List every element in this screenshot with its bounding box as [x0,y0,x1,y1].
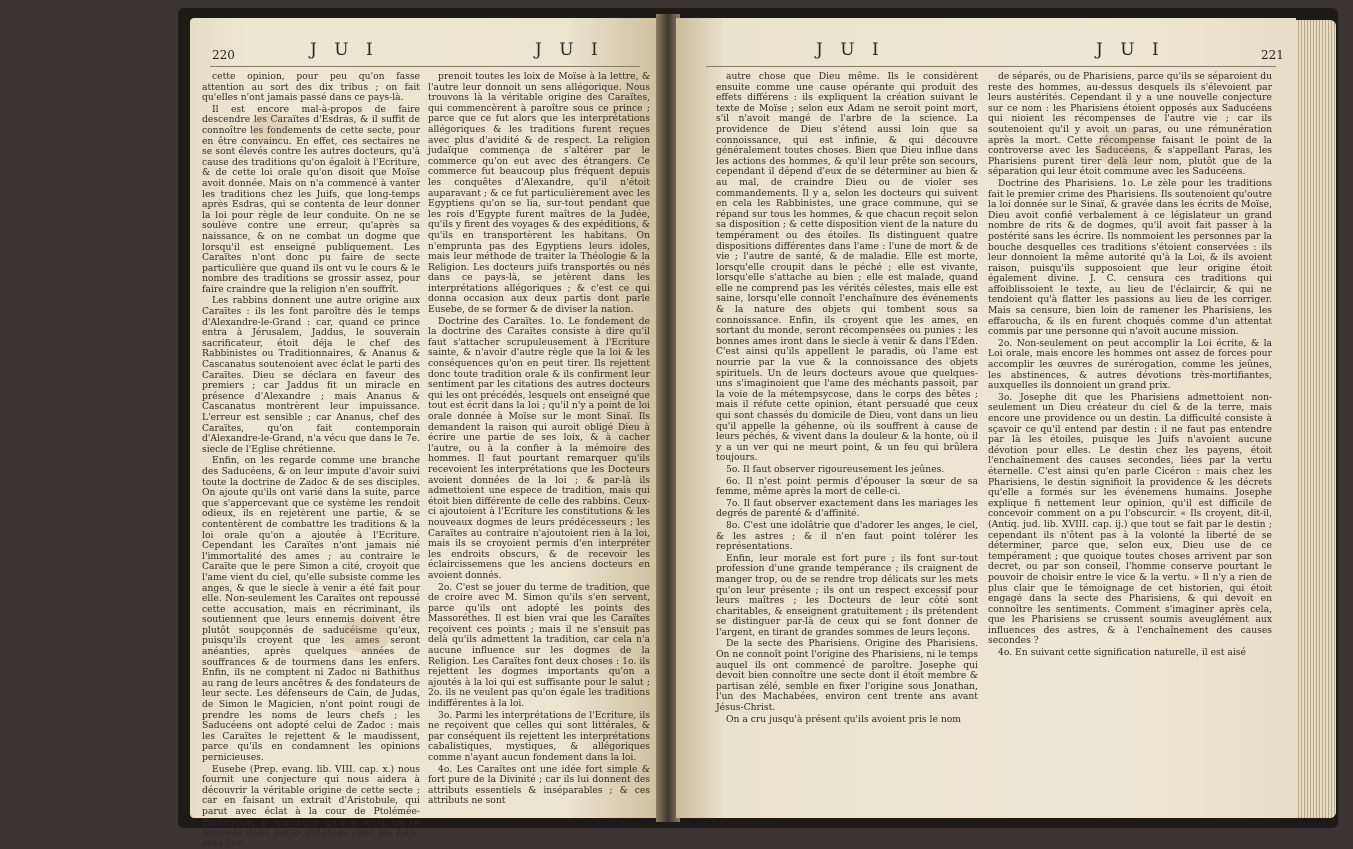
stain [250,113,290,143]
header-rule-left [210,66,640,67]
page-edges [1296,20,1336,818]
paragraph: prenoit toutes les loix de Moïse à la lettre, & l'autre leur donnoit un sens allégorique. Nous trouvons là la véritable origine des Caraïtes, qui commencèrent à paroître sous ce prince ; parce que ce fut alors que les interprétations allégoriques & les traditions furent reçues avec plus d'avidité & de respect. La religion judaïque commença de s'altérer par le commerce qu'on eut avec des étrangers. Ce commerce fut beaucoup plus fréquent depuis les conquêtes d'Alexandre, qu'il n'étoit auparavant ; & ce fut particulièrement avec les Egyptiens qu'on se lia, sur-tout pendant que les rois d'Egypte furent maîtres de la Judée, qu'ils y firent des voyages & des expéditions, & qu'ils en transportèrent les habitans. On n'emprunta pas des Egyptiens leurs idoles, mais leur méthode de traiter la Théologie & la Religion. Les docteurs juifs transportés ou nés dans ce pays-là, se jetèrent dans les interprétations allégoriques ; & c'est ce qui donna occasion aux deux partis dont parle Eusebe, de se former & de diviser la nation. [428,71,650,316]
right-column-2 [988,72,1272,812]
stain [1096,128,1156,168]
paragraph: Enfin, on les regarde comme une branche des Saducéens, & on leur impute d'avoir suivi toute la doctrine de Zadoc & de ses disciples. On ajoute qu'ils ont varié dans la suite, parce que s'appercevant que ce système les rendoit odieux, ils en rejetèrent une partie, & se contentèrent de combattre les traditions & la loi orale qu'on a ajoutée à l'Ecriture. Cependant les Caraïtes n'ont jamais nié l'immortalité des ames ; au contraire le Caraïte que le pere Simon a cité, croyoit que l'ame vient du ciel, qu'elle subsiste comme les anges, & que le siecle à venir a été fait pour elle. Non-seulement les Caraïtes ont repoussé cette accusation, mais en récriminant, ils soutiennent que leurs ennemis doivent être plutôt soupçonnés de saducéisme qu'eux, puisqu'ils croyent que les ames seront anéanties, après quelques années de souffrances & de tourmens dans les enfers. Enfin, ils ne comptent ni Zadoc ni Bathithus au rang de leurs ancêtres & des fondateurs de leur secte. Les défenseurs de Cain, de Judas, de Simon le Magicien, n'ont point rougi de prendre les noms de leurs chefs ; les Saducéens ont adopté celui de Zadoc : mais les Caraïtes le rejettent & le maudissent, parce qu'ils en condamnent les opinions pernicieuses. [202,455,420,763]
right-column-1 [716,72,978,812]
paragraph: 2o. Non-seulement on peut accomplir la Loi écrite, & la Loi orale, mais encore les hommes ont assez de forces pour accomplir les œuvres de surérogation, comme les jeûnes, les abstinences, & autres dévotions très-mortifiantes, auxquelles ils donnoient un grand prix. [988,337,1272,392]
running-head-left-1: J U I [310,40,379,60]
paragraph: Il est encore mal-à-propos de faire descendre les Caraïtes d'Esdras, & il suffit de connoître les fondements de cette secte, pour en être convaincu. En effet, ces sectaires ne se sont élevés contre les autres docteurs, qu'à cause des traditions qu'on égaloit à l'Ecriture, & de cette loi orale qu'on disoit que Moïse avoit donnée. Mais on n'a commencé à vanter les traditions chez les Juifs, que long-temps après Esdras, qui se contenta de leur donner la loi pour règle de leur conduite. On ne se soulève contre une erreur, qu'après sa naissance, & on ne combat un dogme que lorsqu'il est enseigné publiquement. Les Caraïtes n'ont donc pu faire de secte particulière que quand ils ont vu le cours & le nombre des traditions se grossir assez, pour faire craindre que la religion n'en souffrît. [202,103,420,295]
paragraph: Eusebe (Prep. evang. lib. VIII. cap. x.) nous fournit une conjecture qui nous aidera à découvrir la véritable origine de cette secte ; car en faisant un extrait d'Aristobule, qui parut avec éclat à la cour de Ptolémée-Philometor, il remarque qu'il y avoit en ce temps-là deux partis différens chez les Juifs, dont l'un [202,763,420,849]
paragraph: 3o. Parmi les interprétations de l'Ecriture, ils ne reçoivent que celles qui sont littérales, & par conséquent ils rejettent les interprétations cabalistiques, mystiques, & allégoriques comme n'ayant aucun fondement dans la loi. [428,709,650,763]
paragraph: De la secte des Pharisiens. Origine des Pharisiens. On ne connoît point l'origine des Pharisiens, ni le temps auquel ils ont commencé de paroître. Josephe qui devoit bien connoître une secte dont il étoit membre & partisan zélé, semble en fixer l'origine sous Jonathan, l'un des Machabées, environ cent trente ans avant Jésus-Christ. [716,638,978,714]
stain [340,618,390,653]
paragraph: Les rabbins donnent une autre origine aux Caraïtes : ils les font paroître dès le temps d'Alexandre-le-Grand : car, quand ce prince entra à Jérusalem, Jaddus, le souverain sacrificateur, étoit déja le chef des Rabbinistes ou Traditionnaires, & Ananus & Cascanatus soutenoient avec éclat le parti des Caraïtes. Dieu se déclara en faveur des premiers ; car Jaddus fit un miracle en présence d'Alexandre ; mais Ananus & Cascanatus montrèrent leur impuissance. L'erreur est sensible ; car Ananus, chef des Caraïtes, qu'on fait contemporain d'Alexandre-le-Grand, n'a vécu que dans le 7e. siecle de l'Eglise chrétienne. [202,295,420,455]
paragraph: 5o. Il faut observer rigoureusement les jeûnes. [726,463,945,475]
paragraph: Doctrine des Pharisiens. 1o. Le zèle pour les traditions fait le premier crime des Pharisiens. Ils soutenoient qu'outre la loi donnée sur le Sinaï, & gravée dans les écrits de Moïse, Dieu avoit confié verbalement à ce législateur un grand nombre de rits & de dogmes, qu'il avoit fait passer à la postérité sans les écrire. Ils nommoient les personnes par la bouche desquelles ces traditions s'étoient conservées : ils leur donnoient la même autorité qu'à la Loi, & ils avoient raison, puisqu'ils supposoient que leur origine étoit également divine. J. C. censura ces traditions qui affoiblissoient le texte, au lieu de l'éclaircir, & qui ne tendoient qu'à flatter les passions au lieu de les corriger. Mais sa censure, bien loin de ramener les Pharisiens, les effaroucha, & ils en furent choqués comme d'un attentat commis par une personne qui n'avoit aucune mission. [988,177,1272,338]
right-page [676,18,1296,818]
paragraph: On a cru jusqu'à présent qu'ils avoient pris le nom [726,713,961,725]
page-number-right: 221 [1261,48,1284,62]
paragraph: 2o. C'est se jouer du terme de tradition, que de croire avec M. Simon qu'ils s'en servent, parce qu'ils ont adopté les points des Massoréthes. Il est bien vrai que les Caraïtes reçoivent ces points ; mais il ne s'ensuit pas delà qu'ils admettent la tradition, car cela n'a aucune influence sur les dogmes de la Religion. Les Caraïtes font deux choses : 1o. ils rejettent les dogmes importants qu'on a ajoutés à la loi qui est suffisante pour le salut ; 2o. ils ne veulent pas qu'on égale les traditions indifférentes à la loi. [428,581,650,710]
paragraph: 8o. C'est une idolâtrie que d'adorer les anges, le ciel, & les astres ; & il n'en faut point tolérer les représentations. [716,519,978,553]
paragraph: 7o. Il faut observer exactement dans les mariages les degrés de parenté & d'affinité. [716,497,978,520]
paragraph: 6o. Il n'est point permis d'épouser la sœur de sa femme, même après la mort de celle-ci. [716,475,978,498]
paragraph: cette opinion, pour peu qu'on fasse attention au sort des dix tribus ; on fait qu'elles n'ont jamais passé dans ce pays-là. [202,71,420,104]
running-head-right-2: J U I [1096,40,1165,60]
header-rule-right [706,66,1276,67]
paragraph: Enfin, leur morale est fort pure ; ils font sur-tout profession d'une grande tempérance ; ils craignent de manger trop, ou de se rendre trop délicats sur les mets qu'on leur présente ; ils ont un respect excessif pour leurs maîtres ; les Docteurs de leur côté sont charitables, & enseignent gratuitement ; ils prétendent se distinguer par-là de ceux qui se font donner de l'argent, en tirant de grandes sommes de leurs leçons. [716,552,978,638]
page-number-left: 220 [212,48,235,62]
paragraph: Doctrine des Caraïtes. 1o. Le fondement de la doctrine des Caraïtes consiste à dire qu'il faut s'attacher scrupuleusement à l'Ecriture sainte, & n'avoir d'autre règle que la loi & les conséquences qu'on en peut tirer. Ils rejettent donc toute tradition orale & ils confirment leur sentiment par les citations des autres docteurs qui les ont précédés, lesquels ont enseigné que tout est écrit dans la loi ; qu'il n'y a point de loi orale donnée à Moïse sur le mont Sinaï. Ils demandent la raison qui auroit obligé Dieu à écrire une partie de ses loix, & à cacher l'autre, ou à la confier à la mémoire des hommes. Il faut pourtant remarquer qu'ils recevoient les interprétations que les Docteurs avoient données de la loi ; & par-là ils admettoient une espece de tradition, mais qui étoit bien différente de celle des rabbins. Ceux-ci ajoutoient à l'Ecriture les constitutions & les nouveaux dogmes de leurs prédécesseurs ; les Caraïtes au contraire n'ajoutoient rien à la loi, mais ils se croyoient permis d'en interpréter les endroits obscurs, & de recevoir les éclaircissemens que les anciens docteurs en avoient donnés. [428,315,650,581]
paragraph: 4o. Les Caraïtes ont une idée fort simple & fort pure de la Divinité ; car ils lui donnent des attributs essentiels & inséparables ; & ces attributs ne sont [428,763,650,807]
left-column-2 [428,72,650,812]
paragraph: autre chose que Dieu même. Ils le considèrent ensuite comme une cause opérante qui produit des effets différens : ils expliquent la création suivant le texte de Moïse ; selon eux Adam ne seroit point mort, s'il n'avoit mangé de l'arbre de la science. La providence de Dieu s'étend aussi loin que sa connoissance, qui est infinie, & qui découvre généralement toutes choses. Bien que Dieu influe dans les actions des hommes, & qu'il leur prête son secours, cependant il dépend d'eux de se déterminer au bien & au mal, de craindre Dieu ou de violer ses commandements. Il y a, selon les docteurs qui suivent en cela les Rabbinistes, une grace commune, qui se répand sur tous les hommes, & que chacun reçoit selon sa disposition ; & cette disposition vient de la nature du tempérament ou des étoiles. Ils distinguent quatre dispositions différentes dans l'ame : l'une de mort & de vie ; l'autre de santé, & de maladie. Elle est morte, lorsqu'elle croupit dans le péché ; elle est vivante, lorsqu'elle s'attache au bien ; elle est malade, quand elle ne comprend pas les vérités célestes, mais elle est saine, lorsqu'elle connoît l'enchaînure des événements & la nature des objets qui tombent sous sa connoissance. Enfin, ils croyent que les ames, en sortant du monde, seront récompensées ou punies ; les bonnes ames iront dans le siecle à venir & dans l'Eden. C'est ainsi qu'ils appellent le paradis, où l'ame est nourrie par la vue & la connoissance des objets spirituels. Un de leurs docteurs avoue que quelques-uns s'imaginoient que l'ame des méchants passoit, par la voie de la métempsycose, dans le corps des bêtes ; mais il réfute cette opinion, étant persuadé que ceux qui sont chassés du domicile de Dieu, vont dans un lieu qu'il appelle la géhenne, où ils souffrent à cause de leurs péchés, & vivent dans la douleur & la honte, où il y a un ver qui ne meurt point, & un feu qui brûlera toujours. [716,71,978,464]
paragraph: 3o. Josephe dit que les Pharisiens admettoient non-seulement un Dieu créateur du ciel & de la terre, mais encore une providence ou un destin. La difficulté consiste à sçavoir ce qu'il entend par destin : il ne faut pas entendre par là les étoiles, puisque les Juifs n'avoient aucune dévotion pour elles. Le destin chez les payens, étoit l'enchaînement des causes secondes, liées par la vertu éternelle. C'est ainsi qu'en parle Cicéron : mais chez les Pharisiens, le destin signifioit la providence & les décrets qu'elle a formés sur les événemens humains. Josephe explique fi nettement leur opinion, qu'il est difficile de concevoir comment on a pu l'obscurcir. « Ils croyent, dit-il, (Antiq. jud. lib. XVIII. cap. ij.) que tout se fait par le destin ; cependant ils n'ôtent pas à la volonté la liberté de se déterminer, parce que, selon eux, Dieu use de ce tempérament ; que quoique toutes choses arrivent par son decret, ou par son conseil, l'homme conserve pourtant le pouvoir de choisir entre le vice & la vertu. » Il n'y a rien de plus clair que le témoignage de cet historien, qui étoit engagé dans la secte des Pharisiens, & qui devoit en connoître les sentiments. Comment s'imaginer après cela, que les Pharisiens se crussent soumis aveuglément aux influences des astres, & à l'enchaînement des causes secondes ? [988,391,1272,647]
paragraph: 4o. En suivant cette signification naturelle, il est aisé [998,647,1246,659]
running-head-left-2: J U I [535,40,604,60]
paragraph: de séparés, ou de Pharisiens, parce qu'ils se séparoient du reste des hommes, au-dessus desquels ils s'élevoient par leurs austérités. Cependant il y a une nouvelle conjecture sur ce nom : les Pharisiens étoient opposés aux Saducéens qui nioient les récompenses de l'autre vie ; car ils soutenoient qu'il y avoit un paras, ou une rémunération après la mort. Cette récompense faisant le point de la controverse avec les Saducéens, & s'appellant Paras, les Pharisiens purent tirer delà leur nom, plutôt que de la séparation qui leur étoit commune avec les Saducéens. [988,71,1272,178]
running-head-right-1: J U I [816,40,885,60]
left-page [190,18,660,849]
left-column-1 [202,71,420,849]
